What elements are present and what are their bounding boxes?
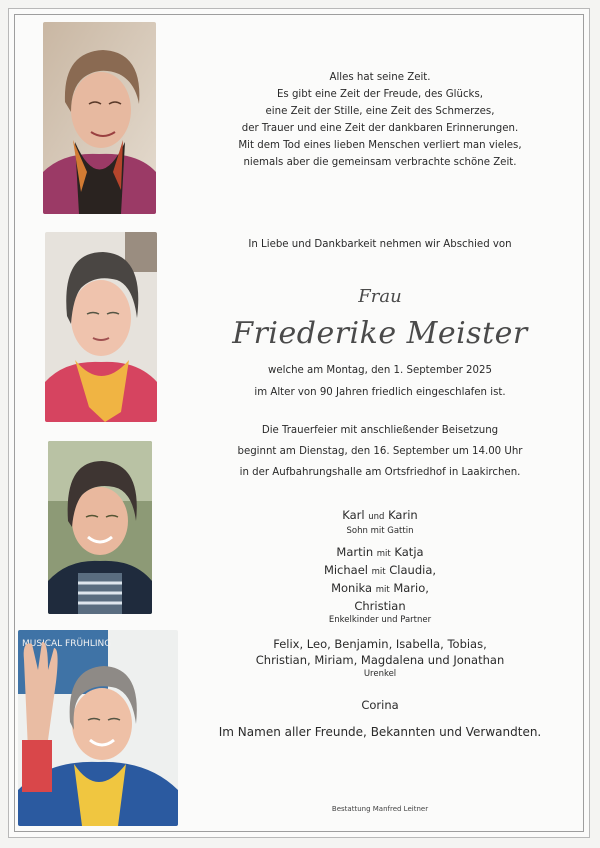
family-group-other bbox=[230, 697, 530, 713]
service-line: in der Aufbahrungshalle am Ortsfriedhof in Laakirchen. bbox=[239, 467, 521, 478]
family-name: Christian bbox=[354, 599, 406, 613]
family-joiner: mit bbox=[376, 549, 391, 559]
family-joiner: mit bbox=[371, 567, 386, 577]
family-name: Katja bbox=[394, 545, 424, 559]
family-name: Claudia, bbox=[389, 563, 437, 577]
family-names: Christian, Miriam, Magdalena und Jonathan bbox=[255, 653, 505, 667]
family-relation: Sohn mit Gattin bbox=[346, 526, 414, 536]
family-names bbox=[230, 580, 530, 598]
poem-line: niemals aber die gemeinsam verbrachte schöne Zeit. bbox=[243, 157, 517, 168]
death-notice bbox=[215, 360, 545, 404]
family-group-great-grandchildren bbox=[230, 636, 530, 681]
family-group-son bbox=[230, 507, 530, 538]
family-name: Mario, bbox=[393, 581, 429, 595]
family-relation: Urenkel bbox=[363, 669, 397, 679]
deceased-title: Frau bbox=[358, 286, 402, 307]
deceased-name: Friederike Meister bbox=[232, 316, 528, 351]
death-line: im Alter von 90 Jahren friedlich eingeschlafen ist. bbox=[254, 387, 506, 398]
service-line: beginnt am Dienstag, den 16. September um 14.00 Uhr bbox=[237, 446, 523, 457]
poem-line: Alles hat seine Zeit. bbox=[329, 72, 431, 83]
poem bbox=[215, 69, 545, 171]
family-name: Monika bbox=[331, 581, 373, 595]
family-names: Felix, Leo, Benjamin, Isabella, Tobias, bbox=[273, 637, 487, 651]
family-joiner: und bbox=[368, 512, 385, 522]
poem-line: Es gibt eine Zeit der Freude, des Glücks, bbox=[276, 89, 484, 100]
family-names bbox=[230, 507, 530, 525]
family-joiner: mit bbox=[375, 585, 390, 595]
death-line: welche am Montag, den 1. September 2025 bbox=[268, 365, 492, 376]
family-name: Karin bbox=[388, 508, 418, 522]
poem-line: der Trauer und eine Zeit der dankbaren Erinnerungen. bbox=[241, 123, 519, 134]
family-name: Michael bbox=[323, 563, 368, 577]
family-group-grandchildren bbox=[230, 544, 530, 627]
poem-line: eine Zeit der Stille, eine Zeit des Schmerzes, bbox=[265, 106, 495, 117]
family-names bbox=[230, 598, 530, 614]
portrait-photo-1 bbox=[43, 22, 156, 214]
family-names: Corina bbox=[361, 698, 399, 712]
service-notice bbox=[215, 420, 545, 483]
portrait-photo-4 bbox=[18, 630, 178, 826]
family-name: Karl bbox=[342, 508, 365, 522]
farewell-line: In Liebe und Dankbarkeit nehmen wir Abschied von bbox=[248, 239, 512, 250]
family-name: Martin bbox=[336, 545, 374, 559]
closing-line: Im Namen aller Freunde, Bekannten und Verwandten. bbox=[218, 725, 542, 739]
family-names bbox=[230, 544, 530, 562]
portrait-photo-3 bbox=[48, 441, 152, 614]
portrait-photo-2 bbox=[45, 232, 157, 422]
service-line: Die Trauerfeier mit anschließender Beisetzung bbox=[261, 425, 499, 436]
family-names bbox=[230, 562, 530, 580]
undertaker-credit: Bestattung Manfred Leitner bbox=[331, 805, 429, 813]
family-relation: Enkelkinder und Partner bbox=[328, 615, 432, 625]
photo-sign-text: MUSICAL FRÜHLING bbox=[22, 639, 112, 649]
poem-line: Mit dem Tod eines lieben Menschen verliert man vieles, bbox=[238, 140, 522, 151]
